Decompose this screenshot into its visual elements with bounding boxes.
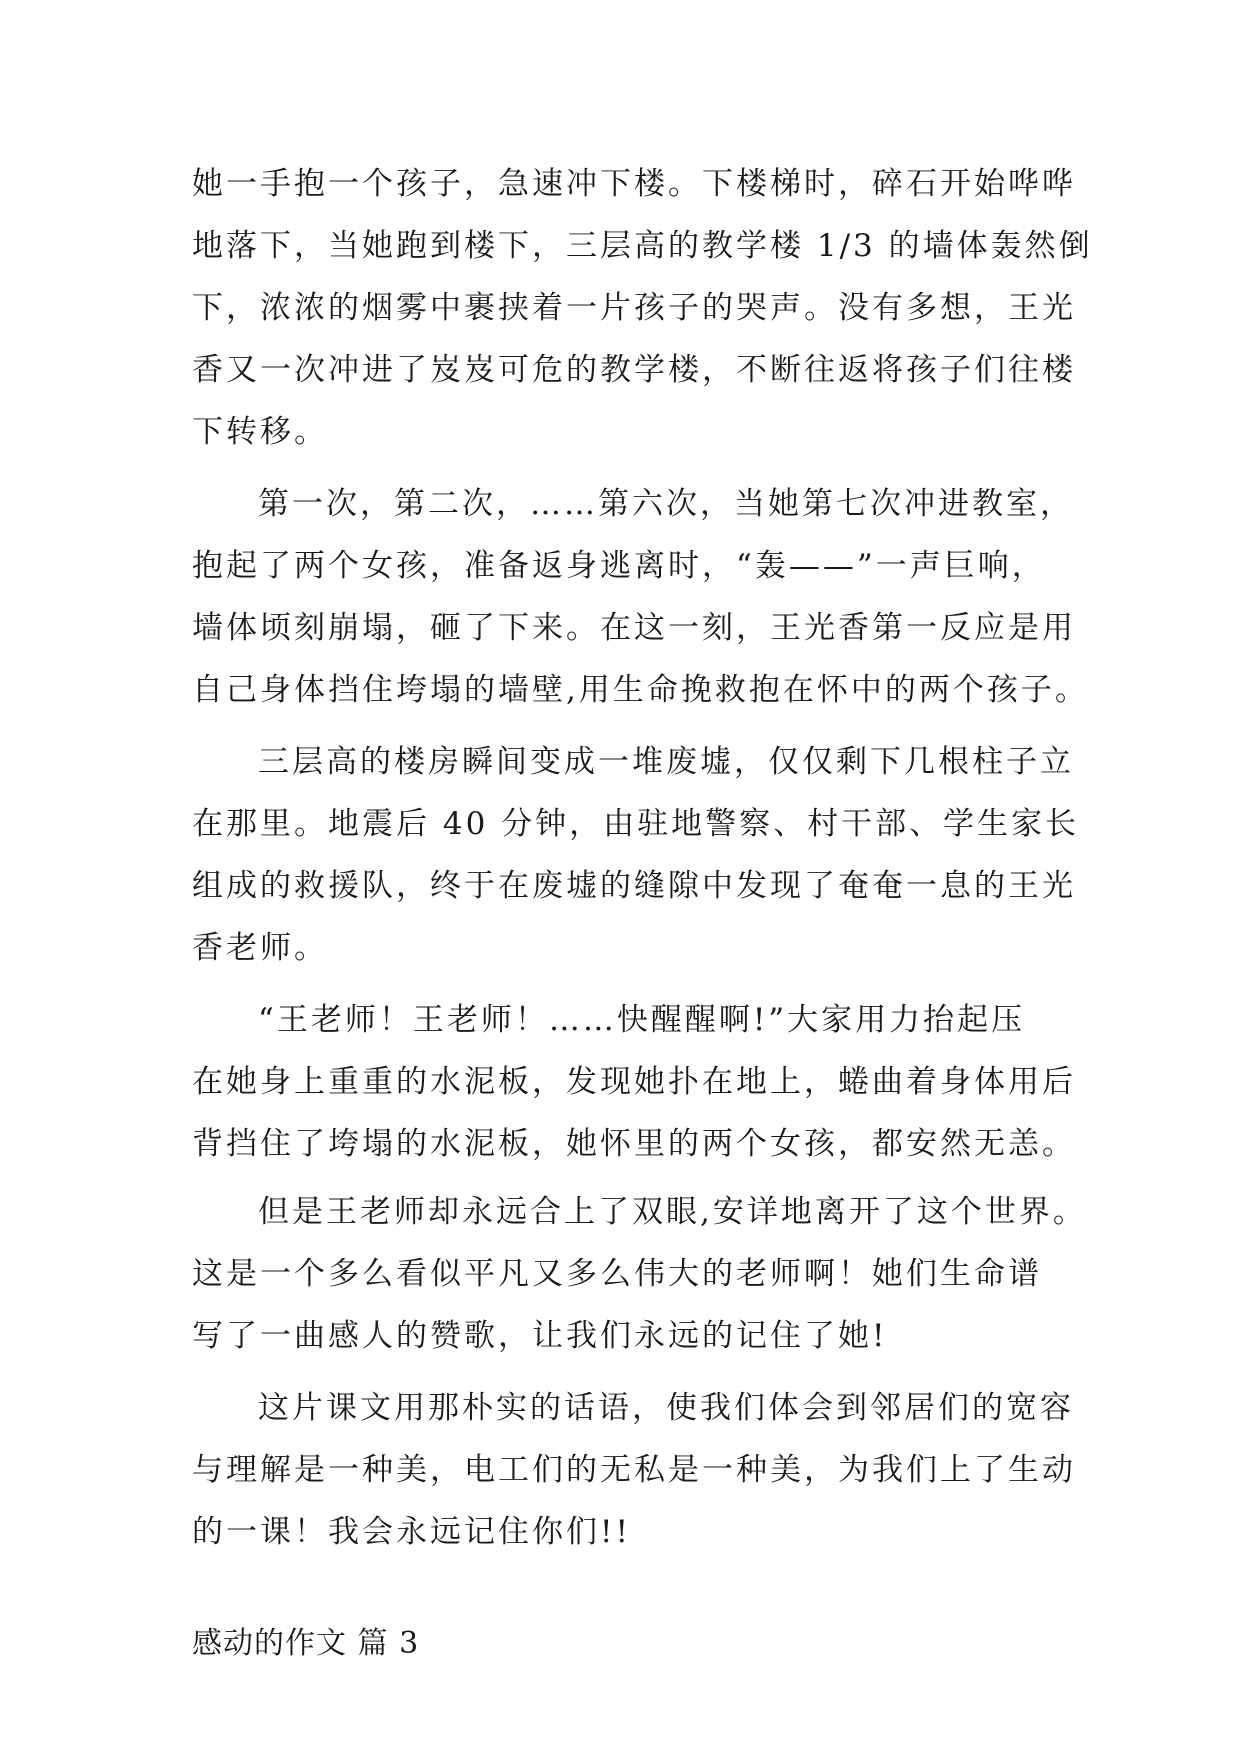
section-heading: 感动的作文 篇 3 (192, 1626, 420, 1661)
text-line: 香老师。 (192, 930, 328, 966)
text-line: 写了一曲感人的赞歌，让我们永远的记住了她! (192, 1318, 888, 1354)
text-line: 三层高的楼房瞬间变成一堆废墟，仅仅剩下几根柱子立 (258, 744, 1074, 780)
text-line: 与理解是一种美，电工们的无私是一种美，为我们上了生动 (192, 1452, 1076, 1488)
text-line: 的一课！我会永远记住你们!! (192, 1514, 631, 1550)
text-line: 下，浓浓的烟雾中裹挟着一片孩子的哭声。没有多想，王光 (192, 290, 1076, 326)
text-line: 香又一次冲进了岌岌可危的教学楼，不断往返将孩子们往楼 (192, 352, 1076, 388)
text-line: 这片课文用那朴实的话语，使我们体会到邻居们的宽容 (258, 1390, 1074, 1426)
text-line: 但是王老师却永远合上了双眼,安详地离开了这个世界。 (258, 1194, 1087, 1230)
text-line: 自己身体挡住垮塌的墙壁,用生命挽救抱在怀中的两个孩子。 (192, 672, 1089, 708)
text-line: 在她身上重重的水泥板，发现她扑在地上，蜷曲着身体用后 (192, 1064, 1076, 1100)
text-line: 抱起了两个女孩，准备返身逃离时，“轰——”一声巨响， (192, 548, 1046, 584)
text-line: 第一次，第二次，……第六次，当她第七次冲进教室， (258, 486, 1074, 522)
text-line: 下转移。 (192, 414, 328, 450)
text-line: 地落下，当她跑到楼下，三层高的教学楼 1/3 的墙体轰然倒 (192, 228, 1093, 264)
text-line: 在那里。地震后 40 分钟，由驻地警察、村干部、学生家长 (192, 806, 1080, 842)
text-line: 这是一个多么看似平凡又多么伟大的老师啊！她们生命谱 (192, 1256, 1042, 1292)
text-line: 墙体顷刻崩塌，砸了下来。在这一刻，王光香第一反应是用 (192, 610, 1076, 646)
text-line: 她一手抱一个孩子，急速冲下楼。下楼梯时，碎石开始哗哗 (192, 166, 1076, 202)
text-line: “王老师！王老师！……快醒醒啊!”大家用力抬起压 (258, 1002, 1026, 1038)
text-line: 组成的救援队，终于在废墟的缝隙中发现了奄奄一息的王光 (192, 868, 1076, 904)
text-line: 背挡住了垮塌的水泥板，她怀里的两个女孩，都安然无恙。 (192, 1126, 1076, 1162)
